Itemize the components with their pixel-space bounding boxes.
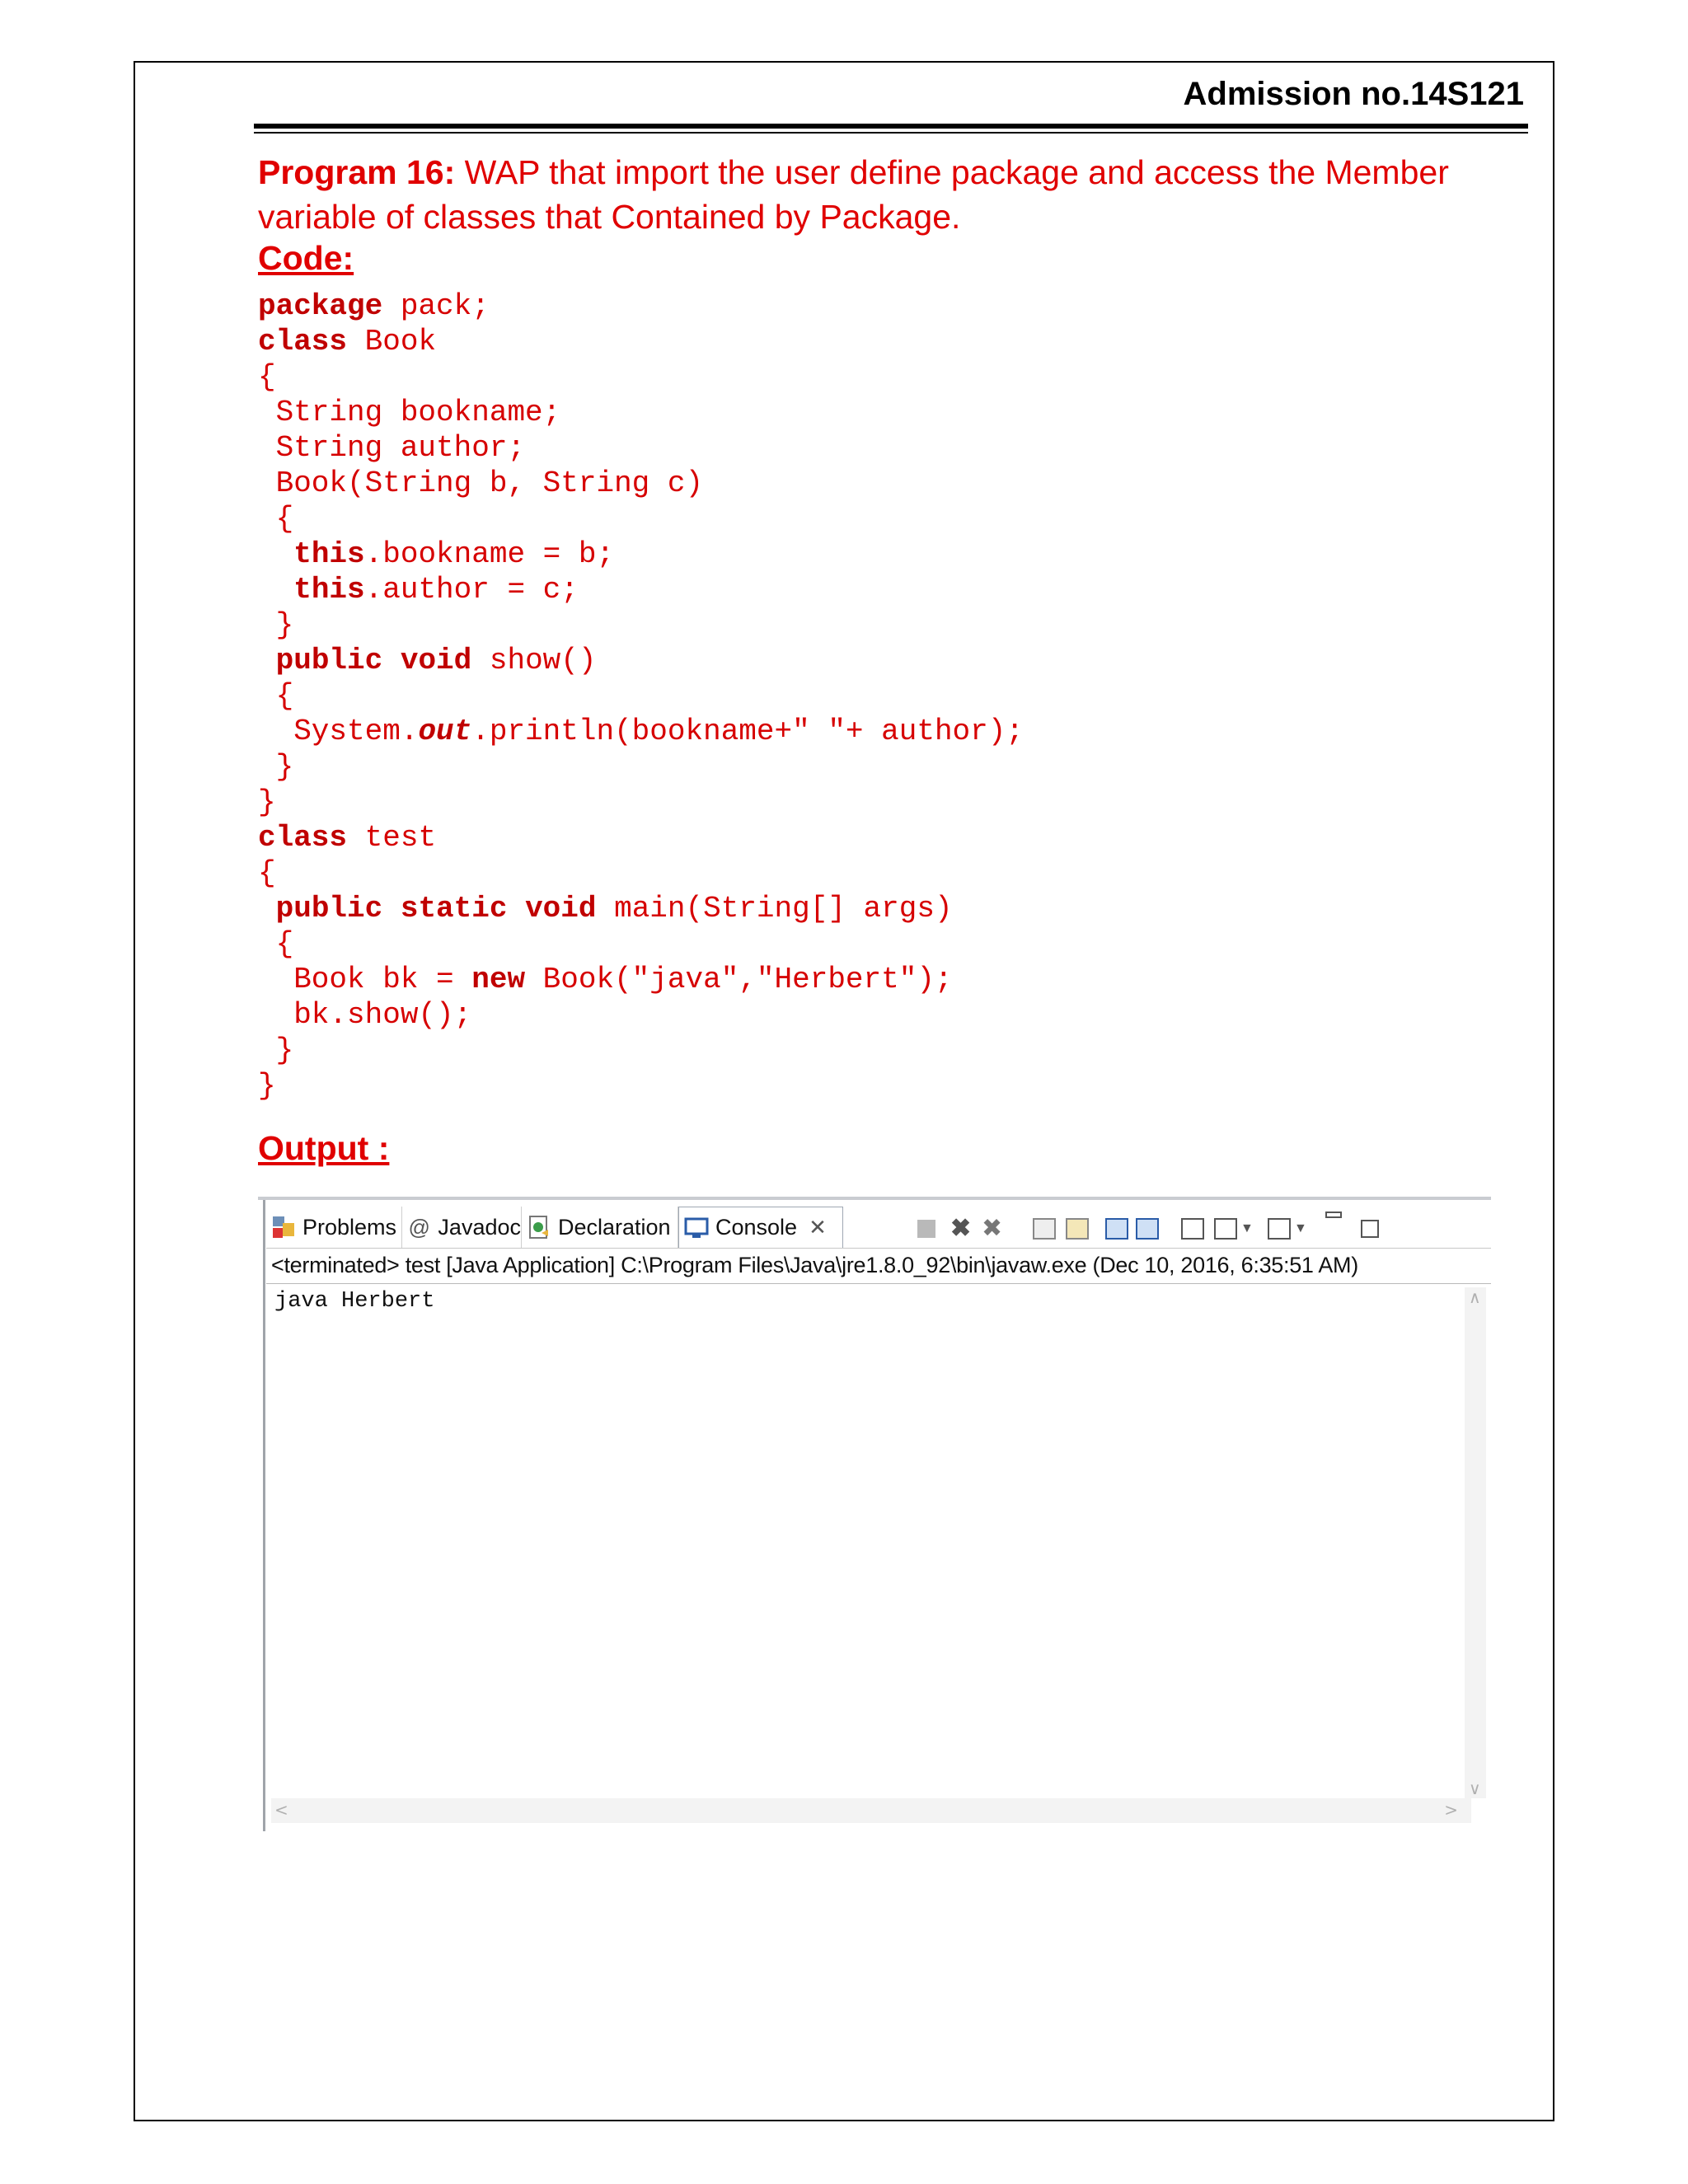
code-line xyxy=(258,963,953,996)
tab-declaration-label: Declaration xyxy=(558,1214,671,1240)
status-divider xyxy=(266,1283,1491,1284)
chevron-down-icon[interactable]: ▼ xyxy=(1240,1221,1254,1235)
code-line xyxy=(258,644,597,677)
code-text xyxy=(258,892,276,926)
code-keyword: void xyxy=(525,892,597,926)
header-rule xyxy=(254,124,1528,129)
code-text xyxy=(382,892,401,926)
code-text xyxy=(258,644,276,677)
code-line xyxy=(258,537,614,571)
code-line xyxy=(258,785,276,819)
view-tab-bar xyxy=(266,1207,1491,1249)
code-text: bk.show(); xyxy=(258,998,472,1032)
console-output[interactable]: java Herbert xyxy=(274,1289,435,1314)
code-text: } xyxy=(258,785,276,819)
scroll-down-icon[interactable]: ∨ xyxy=(1469,1779,1481,1798)
code-keyword: new xyxy=(471,963,526,996)
code-text: .println(bookname+" "+ author); xyxy=(471,715,1024,748)
code-text: show() xyxy=(471,644,597,677)
code-block xyxy=(258,288,1024,1104)
clear-console-icon[interactable] xyxy=(1033,1218,1056,1240)
code-keyword: public xyxy=(275,644,383,677)
code-text: pack; xyxy=(382,289,490,323)
tab-console[interactable] xyxy=(678,1207,843,1248)
remove-all-terminated-icon[interactable]: ✖ xyxy=(982,1215,1003,1242)
code-text: { xyxy=(258,360,276,394)
remove-launch-icon[interactable]: ✖ xyxy=(950,1215,972,1242)
scroll-left-icon[interactable]: < xyxy=(274,1800,288,1820)
program-label: Program 16: xyxy=(258,153,456,191)
console-top-border xyxy=(258,1197,1491,1200)
code-line xyxy=(258,502,293,536)
tab-problems[interactable] xyxy=(266,1207,402,1248)
code-line xyxy=(258,821,436,855)
code-text: } xyxy=(258,1069,276,1103)
code-keyword: out xyxy=(418,715,472,748)
code-keyword: this xyxy=(293,573,365,607)
code-line xyxy=(258,715,1024,748)
terminate-icon[interactable] xyxy=(917,1220,935,1238)
code-keyword: class xyxy=(258,325,348,359)
show-on-error-icon[interactable] xyxy=(1136,1218,1159,1240)
problems-icon xyxy=(271,1215,296,1240)
output-title: Output : xyxy=(258,1129,390,1167)
tab-problems-label: Problems xyxy=(302,1214,397,1240)
code-text xyxy=(382,644,401,677)
declaration-icon xyxy=(527,1215,551,1240)
code-text: { xyxy=(258,502,294,536)
code-text: } xyxy=(258,750,294,784)
code-text: .bookname = b; xyxy=(364,537,615,571)
code-line xyxy=(258,608,293,642)
console-icon xyxy=(684,1216,709,1240)
vertical-scrollbar[interactable] xyxy=(1465,1287,1486,1798)
header-rule-thin xyxy=(254,132,1528,134)
code-text: Book xyxy=(347,325,437,359)
code-line xyxy=(258,396,560,429)
code-text xyxy=(258,537,293,571)
code-text: .author = c; xyxy=(364,573,579,607)
code-line xyxy=(258,289,490,323)
tab-javadoc-label: Javadoc xyxy=(438,1214,521,1240)
chevron-down-icon[interactable]: ▼ xyxy=(1294,1221,1307,1235)
code-line xyxy=(258,1033,293,1067)
code-text: { xyxy=(258,927,294,961)
code-text: test xyxy=(347,821,437,855)
minimize-icon[interactable] xyxy=(1325,1212,1342,1218)
code-text: String bookname; xyxy=(258,396,561,429)
scroll-right-icon[interactable]: > xyxy=(1444,1800,1458,1820)
console-view xyxy=(258,1197,1491,1831)
maximize-icon[interactable] xyxy=(1361,1220,1379,1238)
code-line xyxy=(258,927,293,961)
console-left-border xyxy=(263,1200,265,1831)
code-keyword: void xyxy=(400,644,472,677)
admission-number: Admission no.14S121 xyxy=(1183,76,1524,112)
code-text: { xyxy=(258,856,276,890)
code-text: } xyxy=(258,1033,294,1067)
code-text: String author; xyxy=(258,431,526,465)
code-text xyxy=(507,892,525,926)
pin-console-icon[interactable] xyxy=(1181,1218,1204,1240)
show-on-output-icon[interactable] xyxy=(1105,1218,1128,1240)
code-line xyxy=(258,431,525,465)
code-keyword: package xyxy=(258,289,383,323)
code-line xyxy=(258,360,276,394)
at-sign-icon: @ xyxy=(408,1215,430,1240)
code-keyword: class xyxy=(258,821,348,855)
code-text: System. xyxy=(258,715,419,748)
code-line xyxy=(258,1069,276,1103)
code-line xyxy=(258,892,953,926)
code-line xyxy=(258,573,579,607)
code-text: Book("java","Herbert"); xyxy=(525,963,953,996)
program-heading xyxy=(258,150,1511,239)
tab-declaration[interactable] xyxy=(522,1207,678,1248)
code-line xyxy=(258,466,703,500)
code-keyword: this xyxy=(293,537,365,571)
code-line xyxy=(258,856,276,890)
code-text: Book(String b, String c) xyxy=(258,466,704,500)
console-status-line: <terminated> test [Java Application] C:\Program Files\Java\jre1.8.0_92\bin\javaw.exe (Dec 10, 2016, 6:35:51 AM) xyxy=(271,1253,1358,1277)
scroll-lock-icon[interactable] xyxy=(1066,1218,1089,1240)
code-keyword: static xyxy=(400,892,508,926)
scroll-up-icon[interactable]: ∧ xyxy=(1469,1287,1481,1307)
tab-console-label: Console xyxy=(715,1215,798,1240)
code-line xyxy=(258,750,293,784)
display-selected-console-icon[interactable] xyxy=(1214,1218,1237,1240)
horizontal-scrollbar[interactable] xyxy=(271,1798,1471,1823)
open-console-icon[interactable] xyxy=(1268,1218,1291,1240)
code-text xyxy=(258,573,293,607)
close-icon[interactable]: ✕ xyxy=(809,1215,827,1240)
code-text: } xyxy=(258,608,294,642)
code-text: main(String[] args) xyxy=(596,892,953,926)
tab-javadoc[interactable] xyxy=(402,1207,522,1248)
code-line xyxy=(258,998,471,1032)
code-text: { xyxy=(258,679,294,713)
code-keyword: public xyxy=(275,892,383,926)
program-description: WAP that import the user define package and access the Member variable of classes that Contained by Package. xyxy=(258,153,1449,236)
code-line xyxy=(258,325,436,359)
code-title: Code: xyxy=(258,239,354,277)
code-line xyxy=(258,679,293,713)
code-text: Book bk = xyxy=(258,963,472,996)
